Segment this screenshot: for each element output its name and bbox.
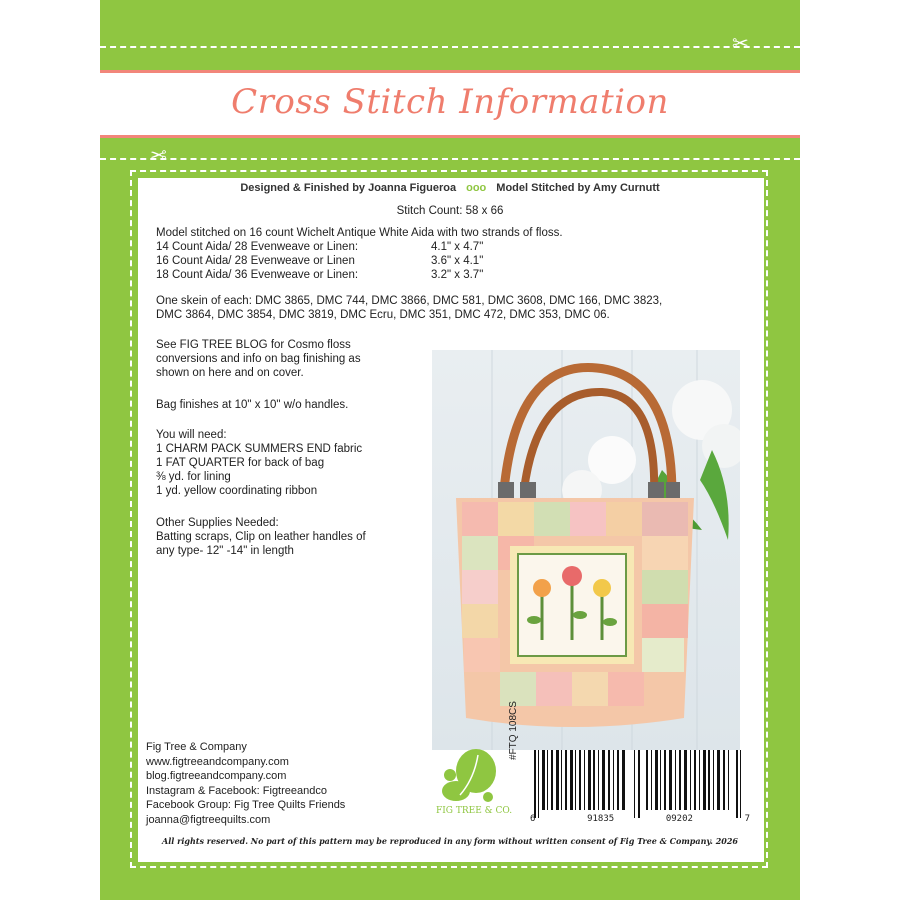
floss-list: One skein of each: DMC 3865, DMC 744, DMC 3866, DMC 581, DMC 3608, DMC 166, DMC 3823, DMC 3864, DMC 3854, DMC 3819, DMC Ecru, DMC 351, DMC 472, DMC 353, DMC 06. bbox=[156, 295, 663, 321]
logo-text: FIG TREE & CO. bbox=[436, 806, 513, 816]
bag-photo-illustration bbox=[432, 350, 740, 750]
stitch-line-middle bbox=[100, 158, 800, 160]
blog-note: See FIG TREE BLOG for Cosmo floss conversions and info on bag finishing as shown on here and on cover. bbox=[156, 339, 361, 379]
credits-line bbox=[100, 182, 800, 194]
sku-code: #FTQ 108CS bbox=[508, 701, 519, 760]
barcode-digits: 6 91835 09202 7 bbox=[530, 814, 750, 824]
size-row: 18 Count Aida/ 36 Evenweave or Linen: 3.2" x 3.7" bbox=[156, 269, 484, 281]
company-social: Instagram & Facebook: Figtreeandco bbox=[146, 784, 327, 797]
barcode-icon bbox=[530, 750, 750, 818]
other-supplies: Other Supplies Needed: Batting scraps, Clip on leather handles of any type- 12" -14" in length bbox=[156, 517, 366, 557]
company-facebook-group: Facebook Group: Fig Tree Quilts Friends bbox=[146, 799, 346, 811]
copyright-notice: All rights reserved. No part of this pattern may be reproduced in any form without written consent of Fig Tree & Company. 2026 bbox=[162, 836, 738, 846]
company-blog: blog.figtreeandcompany.com bbox=[146, 770, 287, 782]
model-note: Model stitched on 16 count Wichelt Antique White Aida with two strands of floss. bbox=[156, 227, 563, 239]
you-will-need: You will need: 1 CHARM PACK SUMMERS END fabric 1 FAT QUARTER for back of bag ⅜ yd. for lining 1 yd. yellow coordinating ribbon bbox=[156, 429, 363, 497]
size-row: 16 Count Aida/ 28 Evenweave or Linen 3.6" x 4.1" bbox=[156, 255, 484, 267]
company-name: Fig Tree & Company bbox=[146, 741, 247, 753]
page-title: Cross Stitch Information bbox=[231, 82, 669, 122]
stitcher-credit: Model Stitched by Amy Curnutt bbox=[496, 182, 660, 194]
designer-credit: Designed & Finished by Joanna Figueroa bbox=[240, 182, 457, 194]
company-email: joanna@figtreequilts.com bbox=[146, 813, 271, 826]
company-website: www.figtreeandcompany.com bbox=[146, 755, 289, 768]
pattern-cover bbox=[100, 0, 800, 900]
model-info bbox=[156, 226, 563, 282]
scissors-icon: ✂ bbox=[732, 33, 749, 55]
size-row: 14 Count Aida/ 28 Evenweave or Linen: 4.1" x 4.7" bbox=[156, 241, 484, 253]
list-item: ⅜ yd. for lining bbox=[156, 471, 231, 483]
stitch-count: Stitch Count: 58 x 66 bbox=[396, 205, 504, 217]
stitch-line-top bbox=[100, 46, 800, 48]
list-item: 1 CHARM PACK SUMMERS END fabric bbox=[156, 443, 363, 455]
bag-photo bbox=[432, 350, 740, 750]
company-info bbox=[146, 740, 345, 827]
bag-size: Bag finishes at 10" x 10" w/o handles. bbox=[156, 399, 349, 411]
list-item: 1 FAT QUARTER for back of bag bbox=[156, 457, 325, 469]
credit-separator: ooo bbox=[466, 182, 487, 194]
list-item: 1 yd. yellow coordinating ribbon bbox=[156, 485, 318, 497]
scissors-icon: ✂ bbox=[150, 145, 167, 167]
